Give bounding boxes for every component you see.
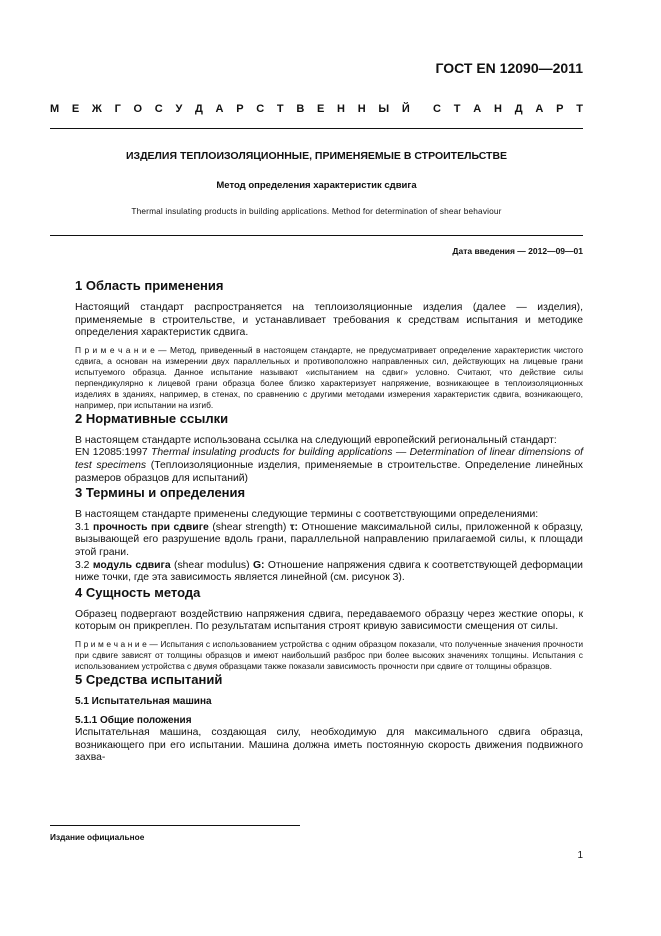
term-3-2 — [75, 560, 583, 585]
top-rule — [50, 128, 583, 129]
subsection-5-1-heading: 5.1 Испытательная машина — [75, 695, 212, 707]
banner-letter: В — [296, 103, 305, 115]
section-1-note — [75, 345, 583, 411]
banner-letter: Д — [195, 103, 203, 115]
document-code: ГОСТ EN 12090—2011 — [435, 60, 583, 76]
banner-letter: А — [473, 103, 482, 115]
banner-word-interstate — [50, 103, 410, 115]
standard-banner — [50, 103, 583, 115]
banner-letter: О — [133, 103, 143, 115]
banner-letter: М — [50, 103, 60, 115]
document-subtitle: Метод определения характеристик сдвига — [216, 180, 417, 191]
section-1-paragraph: Настоящий стандарт распространяется на теплоизоляционные изделия (далее — изделия), применяемые в строительстве, и устанавливает требования к средствам испытания и методике определения характеристик сдвига. — [75, 302, 583, 339]
term-symbol: τ: — [289, 521, 298, 533]
note-label: П р и м е ч а н и е — [75, 638, 147, 649]
term-name: модуль сдвига — [92, 559, 171, 571]
section-5-paragraph: Испытательная машина, создающая силу, необходимую для максимального сдвига образца, возникающего при его испытании. Машина должна иметь постоянную скорость движения подвижного захва- — [75, 727, 583, 764]
note-label: П р и м е ч а н и е — [75, 344, 155, 355]
term-name: прочность при сдвиге — [92, 521, 209, 533]
banner-letter: Т — [453, 103, 461, 115]
reference-translation: (Теплоизоляционные изделия, применяемые в строительстве. Определение линейных размеров образцов для испытаний) — [75, 459, 583, 484]
subsection-5-1-1-heading: 5.1.1 Общие положения — [75, 714, 192, 726]
footer-rule — [50, 825, 300, 826]
term-definition: Отношение максимальной силы, приложенной к образцу, вызывающей его разрушение вдоль грани, параллельной направлению прилагаемой силы, к площади этой грани. — [75, 521, 584, 558]
banner-letter: Ж — [91, 103, 102, 115]
banner-letter: Е — [71, 103, 80, 115]
section-1-heading: 1 Область применения — [75, 278, 224, 293]
document-body — [75, 278, 583, 765]
term-english: (shear strength) — [208, 521, 290, 533]
official-edition-label: Издание официальное — [50, 832, 145, 842]
section-4-note — [75, 639, 583, 672]
banner-letter: А — [215, 103, 224, 115]
term-definition: Отношение напряжения сдвига к соответствующей деформации ниже точки, где эта зависимость является линейной (см. рисунок 3). — [75, 559, 583, 584]
note-text: — Метод, приведенный в настоящем стандарте, не предусматривает определение характеристик чистого сдвига, а основан на измерении двух параллельных и противоположно направленных сил, действующих на лицевые грани испытуемого образца. Данное испытание называют «испытанием на сдвиг» условно. Считают, что действие силы перпендикулярно к лицевой грани образца более близко характеризует напряжение, возникающее в теплоизоляционных изделиях в зданиях, например, в стенах, по сравнению с другими методами измерения характеристик сдвига, возникающего, например, при испытании на изгиб. — [75, 344, 583, 410]
banner-letter: У — [175, 103, 183, 115]
banner-letter: Й — [401, 103, 410, 115]
banner-letter: С — [154, 103, 163, 115]
banner-letter: Н — [357, 103, 366, 115]
introduction-date: Дата введения — 2012—09—01 — [452, 246, 583, 256]
term-number: 3.2 — [75, 559, 93, 571]
term-english: (shear modulus) — [170, 559, 253, 571]
banner-letter: Т — [576, 103, 583, 115]
section-3-heading: 3 Термины и определения — [75, 485, 246, 501]
banner-letter: Н — [337, 103, 345, 115]
banner-letter: Т — [276, 103, 284, 115]
term-number: 3.1 — [75, 521, 93, 533]
section-5-heading: 5 Средства испытаний — [75, 671, 223, 687]
section-3-paragraph: В настоящем стандарте применены следующие термины с соответствующими определениями: — [75, 509, 539, 521]
banner-word-standard — [433, 103, 583, 115]
section-2-paragraph: В настоящем стандарте использована ссылка на следующий европейский региональный стандарт: — [75, 434, 557, 446]
english-title: Thermal insulating products in building applications. Method for determination of shear behaviour — [131, 206, 502, 216]
section-4-heading: 4 Сущность метода — [75, 584, 201, 600]
banner-letter: А — [535, 103, 544, 115]
section-2-heading: 2 Нормативные ссылки — [75, 410, 229, 426]
banner-letter: Н — [493, 103, 502, 115]
banner-letter: С — [433, 103, 441, 115]
banner-letter: Р — [556, 103, 564, 115]
document-title: ИЗДЕЛИЯ ТЕПЛОИЗОЛЯЦИОННЫЕ, ПРИМЕНЯЕМЫЕ В СТРОИТЕЛЬСТВЕ — [125, 150, 508, 162]
middle-rule — [50, 235, 583, 236]
banner-letter: Д — [514, 103, 523, 115]
term-3-1 — [75, 522, 583, 560]
banner-letter: Ы — [378, 103, 390, 115]
banner-letter: Г — [114, 103, 121, 115]
term-symbol: G: — [252, 559, 265, 571]
reference-title: Thermal insulating products for building applications — Determination of linear dimensions of test specimens — [75, 447, 583, 471]
reference-code: EN 12085:1997 — [75, 447, 152, 459]
banner-letter: С — [256, 103, 265, 115]
banner-letter: Е — [317, 103, 325, 115]
banner-letter: Р — [236, 103, 244, 115]
note-text: — Испытания с использованием устройства с одним образцом показали, что полученные значения прочности при сдвиге зависят от толщины образцов и имеют наибольший разброс при более высоких значениях толщины. Испытания с использованием устройства с двумя образцами также показали зависимость прочности при сдвиге от толщины образцов. — [75, 638, 583, 671]
section-4-paragraph: Образец подвергают воздействию напряжения сдвига, передаваемого образцу через жесткие опоры, к которым он прикреплен. По результатам испытания строят кривую зависимости смещения от силы. — [75, 608, 583, 633]
page-number: 1 — [577, 850, 583, 861]
section-2-reference — [75, 447, 583, 485]
